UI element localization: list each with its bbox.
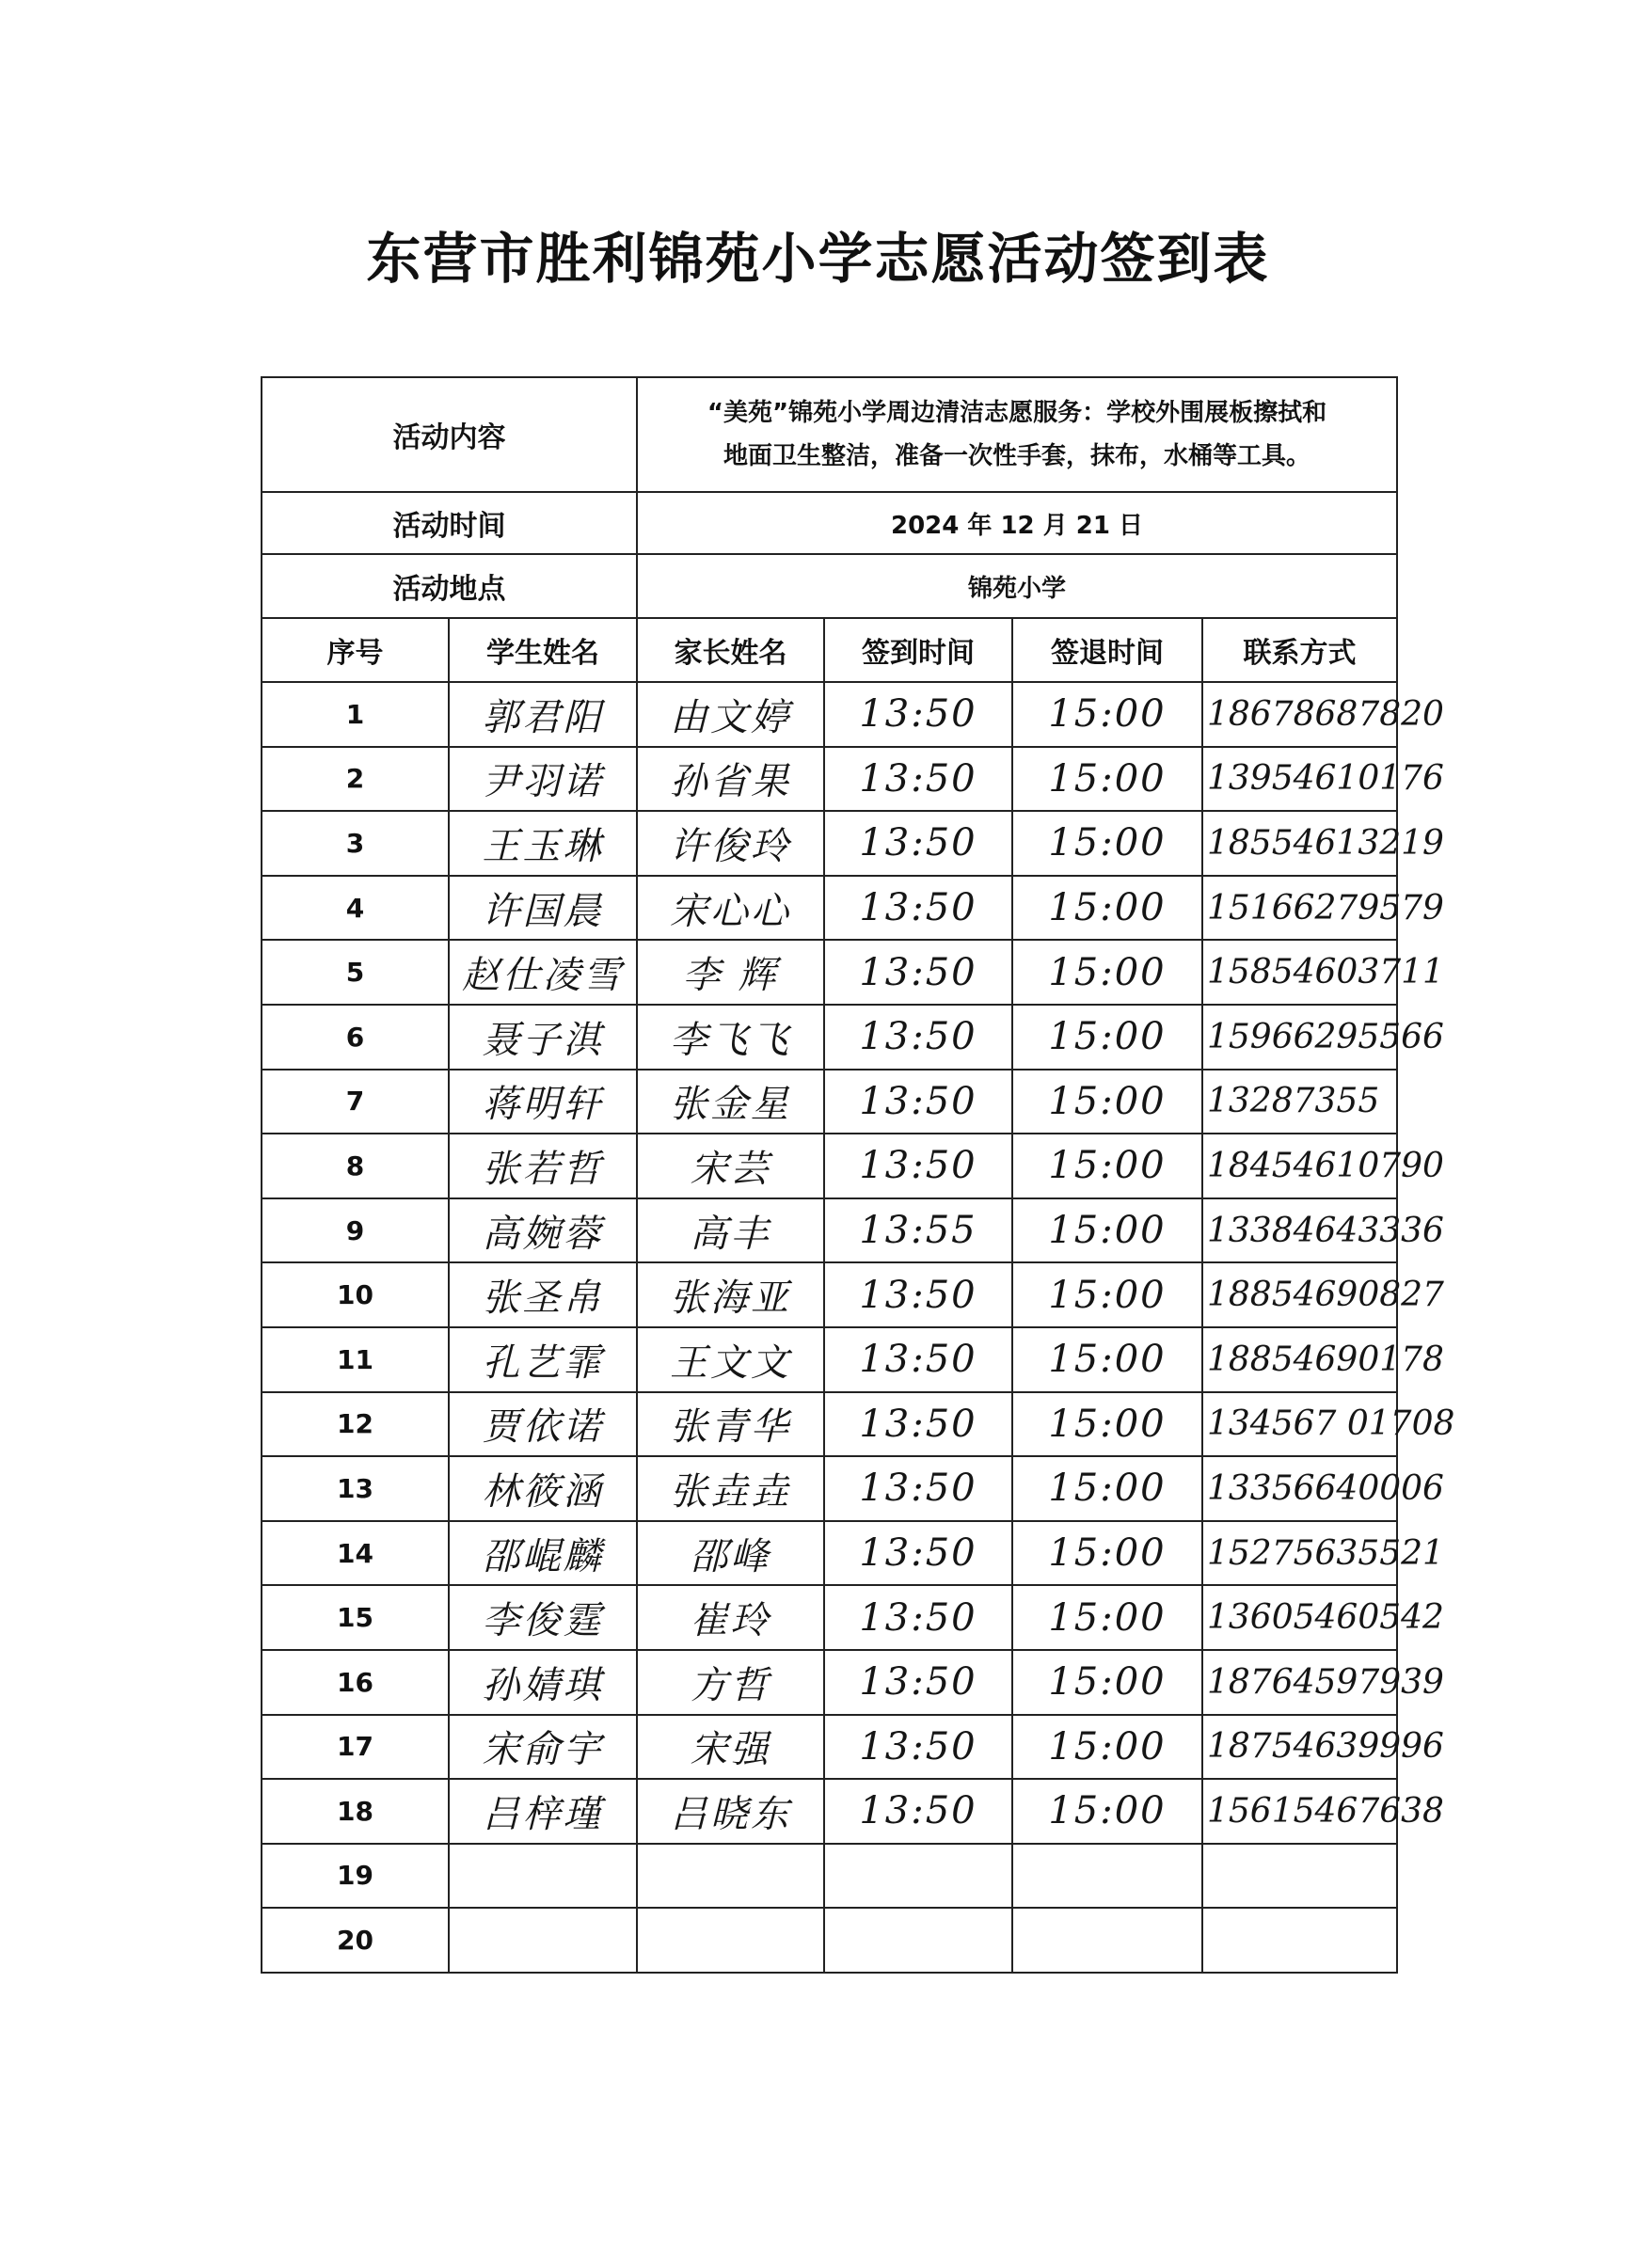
contact-phone: 13287355 [1202,1070,1397,1134]
student-name: 吕梓瑾 [449,1779,637,1844]
parent-name: 宋强 [637,1715,824,1780]
student-name: 蒋明轩 [449,1070,637,1134]
parent-name: 李飞飞 [637,1005,824,1070]
table-row [262,1650,1397,1715]
table-row [262,1585,1397,1650]
sign-in-time: 13:50 [824,1392,1012,1457]
row-number: 12 [262,1392,449,1457]
sign-out-time: 15:00 [1012,1715,1202,1780]
contact-phone [1202,1908,1397,1973]
sign-in-time: 13:50 [824,1521,1012,1586]
table-row [262,1392,1397,1457]
sign-in-time: 13:50 [824,1134,1012,1198]
row-number: 8 [262,1134,449,1198]
table-row [262,1844,1397,1909]
parent-name: 张青华 [637,1392,824,1457]
student-name: 王玉琳 [449,811,637,876]
sign-out-time: 15:00 [1012,1521,1202,1586]
row-number: 5 [262,940,449,1005]
sign-out-time: 15:00 [1012,1198,1202,1263]
content-line-1: “美苑”锦苑小学周边清洁志愿服务：学校外围展板擦拭和 [707,399,1327,427]
parent-name: 张海亚 [637,1262,824,1327]
row-number: 19 [262,1844,449,1909]
contact-phone: 18764597939 [1202,1650,1397,1715]
sign-out-time: 15:00 [1012,940,1202,1005]
parent-name: 王文文 [637,1327,824,1392]
parent-name: 许俊玲 [637,811,824,876]
sign-out-time: 15:00 [1012,1779,1202,1844]
sign-out-time: 15:00 [1012,876,1202,941]
sign-out-time: 15:00 [1012,1262,1202,1327]
place-label: 活动地点 [262,554,637,618]
student-name: 李俊霆 [449,1585,637,1650]
contact-phone: 18454610790 [1202,1134,1397,1198]
student-name: 贾依诺 [449,1392,637,1457]
content-line-2: 地面卫生整洁，准备一次性手套，抹布，水桶等工具。 [723,442,1310,470]
row-number: 16 [262,1650,449,1715]
row-number: 2 [262,747,449,812]
sign-out-time: 15:00 [1012,1005,1202,1070]
sign-in-time [824,1844,1012,1909]
table-row [262,811,1397,876]
contact-phone: 13384643336 [1202,1198,1397,1263]
row-number: 10 [262,1262,449,1327]
sign-out-time [1012,1844,1202,1909]
parent-name: 宋芸 [637,1134,824,1198]
sign-in-time: 13:50 [824,682,1012,747]
sign-out-time: 15:00 [1012,1585,1202,1650]
student-name: 张若哲 [449,1134,637,1198]
sign-out-time: 15:00 [1012,1327,1202,1392]
parent-name: 由文婷 [637,682,824,747]
student-name: 邵崐麟 [449,1521,637,1586]
contact-phone: 13605460542 [1202,1585,1397,1650]
table-row [262,1134,1397,1198]
parent-name [637,1844,824,1909]
sign-out-time: 15:00 [1012,682,1202,747]
student-name [449,1908,637,1973]
contact-phone [1202,1844,1397,1909]
column-header-row [262,618,1397,682]
sign-in-time: 13:55 [824,1198,1012,1263]
col-header-student: 学生姓名 [449,618,637,682]
student-name: 张圣帛 [449,1262,637,1327]
row-number: 13 [262,1456,449,1521]
student-name: 赵仕凌雪 [449,940,637,1005]
contact-phone: 13356640006 [1202,1456,1397,1521]
sign-out-time: 15:00 [1012,811,1202,876]
sign-in-time: 13:50 [824,876,1012,941]
student-name: 许国晨 [449,876,637,941]
sign-in-time: 13:50 [824,1715,1012,1780]
place-row [262,554,1397,618]
table-row [262,1262,1397,1327]
time-label: 活动时间 [262,492,637,554]
row-number: 11 [262,1327,449,1392]
sign-out-time: 15:00 [1012,1070,1202,1134]
contact-phone: 18854690827 [1202,1262,1397,1327]
parent-name: 邵峰 [637,1521,824,1586]
table-row [262,1005,1397,1070]
student-name: 孙婧琪 [449,1650,637,1715]
student-name: 林筱涵 [449,1456,637,1521]
place-value: 锦苑小学 [637,554,1397,618]
sign-out-time [1012,1908,1202,1973]
row-number: 17 [262,1715,449,1780]
row-number: 20 [262,1908,449,1973]
sign-out-time: 15:00 [1012,747,1202,812]
parent-name: 崔玲 [637,1585,824,1650]
parent-name: 宋心心 [637,876,824,941]
table-row [262,1521,1397,1586]
sign-in-time: 13:50 [824,747,1012,812]
student-name: 郭君阳 [449,682,637,747]
parent-name: 李 辉 [637,940,824,1005]
student-name: 宋俞宇 [449,1715,637,1780]
contact-phone: 15166279579 [1202,876,1397,941]
col-header-no: 序号 [262,618,449,682]
parent-name: 张金星 [637,1070,824,1134]
col-header-signin: 签到时间 [824,618,1012,682]
contact-phone: 18854690178 [1202,1327,1397,1392]
col-header-contact: 联系方式 [1202,618,1397,682]
sign-in-time: 13:50 [824,1327,1012,1392]
sign-in-time: 13:50 [824,1650,1012,1715]
table-row [262,1456,1397,1521]
row-number: 18 [262,1779,449,1844]
table-row [262,747,1397,812]
contact-phone: 15854603711 [1202,940,1397,1005]
table-row [262,1070,1397,1134]
table-row [262,876,1397,941]
table-row [262,1327,1397,1392]
sign-out-time: 15:00 [1012,1650,1202,1715]
contact-phone: 13954610176 [1202,747,1397,812]
parent-name: 方哲 [637,1650,824,1715]
student-name: 尹羽诺 [449,747,637,812]
contact-phone: 18754639996 [1202,1715,1397,1780]
row-number: 4 [262,876,449,941]
sign-in-table [261,376,1455,1974]
table-row [262,1715,1397,1780]
contact-phone: 18554613219 [1202,811,1397,876]
student-name [449,1844,637,1909]
sign-in-time: 13:50 [824,1779,1012,1844]
sign-in-time: 13:50 [824,1070,1012,1134]
sign-out-time: 15:00 [1012,1392,1202,1457]
sign-in-time: 13:50 [824,811,1012,876]
table-row [262,682,1397,747]
sign-in-time: 13:50 [824,1456,1012,1521]
parent-name [637,1908,824,1973]
student-name: 孔艺霏 [449,1327,637,1392]
contact-phone: 15275635521 [1202,1521,1397,1586]
content-label: 活动内容 [262,377,637,492]
sign-in-time: 13:50 [824,1005,1012,1070]
student-name: 高婉蓉 [449,1198,637,1263]
time-row [262,492,1397,554]
table-row [262,940,1397,1005]
contact-phone: 15615467638 [1202,1779,1397,1844]
sign-in-time: 13:50 [824,1585,1012,1650]
table-row [262,1198,1397,1263]
content-row [262,377,1397,492]
parent-name: 张垚垚 [637,1456,824,1521]
table-row [262,1779,1397,1844]
row-number: 14 [262,1521,449,1586]
contact-phone: 134567 01708 [1202,1392,1397,1457]
page-title: 东营市胜利锦苑小学志愿活动签到表 [366,227,1270,291]
sign-out-time: 15:00 [1012,1134,1202,1198]
row-number: 7 [262,1070,449,1134]
col-header-parent: 家长姓名 [637,618,824,682]
table-row [262,1908,1397,1973]
parent-name: 吕晓东 [637,1779,824,1844]
row-number: 15 [262,1585,449,1650]
sign-in-time [824,1908,1012,1973]
parent-name: 高丰 [637,1198,824,1263]
contact-phone: 18678687820 [1202,682,1397,747]
parent-name: 孙省果 [637,747,824,812]
sign-out-time: 15:00 [1012,1456,1202,1521]
row-number: 3 [262,811,449,876]
sign-in-time: 13:50 [824,940,1012,1005]
row-number: 9 [262,1198,449,1263]
row-number: 1 [262,682,449,747]
content-value [637,377,1397,492]
contact-phone: 15966295566 [1202,1005,1397,1070]
sign-in-time: 13:50 [824,1262,1012,1327]
time-value: 2024 年 12 月 21 日 [637,492,1397,554]
col-header-signout: 签退时间 [1012,618,1202,682]
row-number: 6 [262,1005,449,1070]
student-name: 聂子淇 [449,1005,637,1070]
